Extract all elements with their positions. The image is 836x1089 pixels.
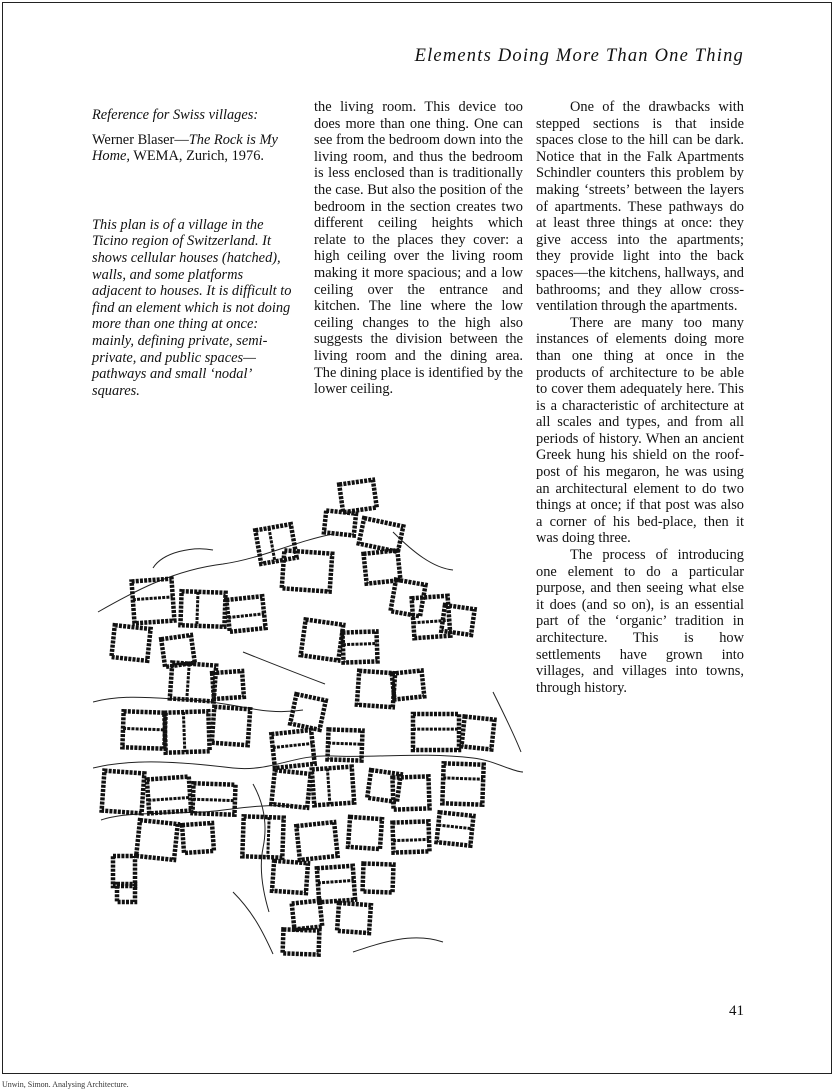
house-cell <box>282 550 333 591</box>
house-cell <box>192 783 235 814</box>
house-cell <box>182 823 214 853</box>
house-cell <box>462 717 495 750</box>
column-middle <box>314 99 523 398</box>
house-cell <box>283 929 320 954</box>
figure-caption: This plan is of a village in the Ticino region of Switzerland. It shows cellular houses (hatched), walls, and some platforms adjacent to houses. It is difficult to find an element which is not doing more than one thing at once: mainly, defining private, semi-private, and public spaces—pathways and small ‘nodal’ squares. <box>92 216 292 399</box>
house-cell <box>226 596 265 632</box>
reference-heading: Reference for Swiss villages: <box>92 107 259 123</box>
house-cell <box>180 591 225 627</box>
house-cell <box>292 901 323 930</box>
house-cell <box>296 822 337 860</box>
house-cell <box>337 903 371 933</box>
house-cell <box>392 671 425 700</box>
pathway-outline <box>153 549 213 568</box>
pathway-outline <box>243 652 325 684</box>
house-cell <box>164 711 209 753</box>
house-cell <box>242 816 283 857</box>
house-cell <box>324 510 356 535</box>
house-cell <box>392 821 429 852</box>
sidebar <box>92 107 296 399</box>
house-cell <box>290 694 326 730</box>
house-cell <box>111 625 150 661</box>
house-cell <box>312 767 354 806</box>
middle-paragraph: the living room. This device too does more than one thing. One can see from the bedroom down into the living room, and thus the bedroom is less enclosed than is traditionally the case. But also the position of the bedroom in the section creates two different ceiling heights which relate to the places they cover: a high ceiling over the living room making it more spacious; and a low ceiling over the entrance and kitchen. The line where the low ceiling changes to the high also suggests the division between the living room and the dining area. The dining place is identified by the lower ceiling. <box>314 99 523 398</box>
house-cell <box>339 480 377 512</box>
house-cell <box>441 605 474 635</box>
house-cell <box>413 714 459 750</box>
house-cell <box>136 820 178 860</box>
column-right <box>536 99 744 696</box>
right-paragraph-1: One of the drawbacks with stepped sections is that inside spaces close to the hill can be dark. Notice that in the Falk Apartments Schindler counters this problem by making ‘streets’ between the layers of apartments. These pathways do at least three things at once: they give access into the apartments; they provide light into the back spaces—the kitchens, hallways, and bathrooms; and they allow cross-ventilation through the apartments. <box>536 99 744 315</box>
house-cell <box>317 866 355 902</box>
reference-publisher: WEMA, Zurich, 1976. <box>129 148 264 165</box>
pathway-outline <box>353 938 443 952</box>
house-cell <box>212 707 250 745</box>
house-cell <box>437 812 474 845</box>
reference-entry <box>92 132 296 165</box>
village-plan-figure <box>93 472 523 958</box>
house-cell <box>301 620 344 661</box>
right-paragraph-2: There are many too many instances of elements doing more than one thing at once in the products of architecture to be able to cover them adequately here. This is a characteristic of architecture at all scales and types, and from all periods of history. When an ancient Greek hung his shield on the roof-post of his megaron, he was using an architectural element to do two things at once; if that post was also a corner of his bed-place, then it was doing three. <box>536 314 744 547</box>
house-cell <box>348 817 382 849</box>
house-cell <box>342 631 377 662</box>
reference-title: The Rock is My Home, <box>92 131 278 165</box>
house-cell <box>367 770 401 802</box>
house-cell <box>442 763 483 804</box>
page-number: 41 <box>729 1003 744 1019</box>
house-cell <box>255 524 296 564</box>
house-cell <box>271 730 314 768</box>
running-head: Elements Doing More Than One Thing <box>414 46 744 66</box>
pathway-outline <box>233 892 273 954</box>
house-cell <box>271 770 310 808</box>
house-cell <box>132 579 175 624</box>
house-cell <box>170 663 216 702</box>
footer-attribution: Unwin, Simon. Analysing Architecture. <box>2 1080 129 1089</box>
house-cell <box>357 671 395 707</box>
house-cell <box>272 861 308 893</box>
house-cell <box>363 863 394 892</box>
house-cell <box>113 856 135 886</box>
reference-author: Werner Blaser— <box>92 131 189 148</box>
pathway-outline <box>493 692 521 752</box>
house-cell <box>122 711 165 748</box>
house-cell <box>102 771 145 814</box>
right-paragraph-3: The process of introducing one element to do a particular purpose, and then seeing what else it does (and so on), is an essential part of the ‘organic’ tradition in architecture. This is how settlements have grown into villages, and villages into towns, through history. <box>536 547 744 696</box>
house-cell <box>147 777 191 814</box>
